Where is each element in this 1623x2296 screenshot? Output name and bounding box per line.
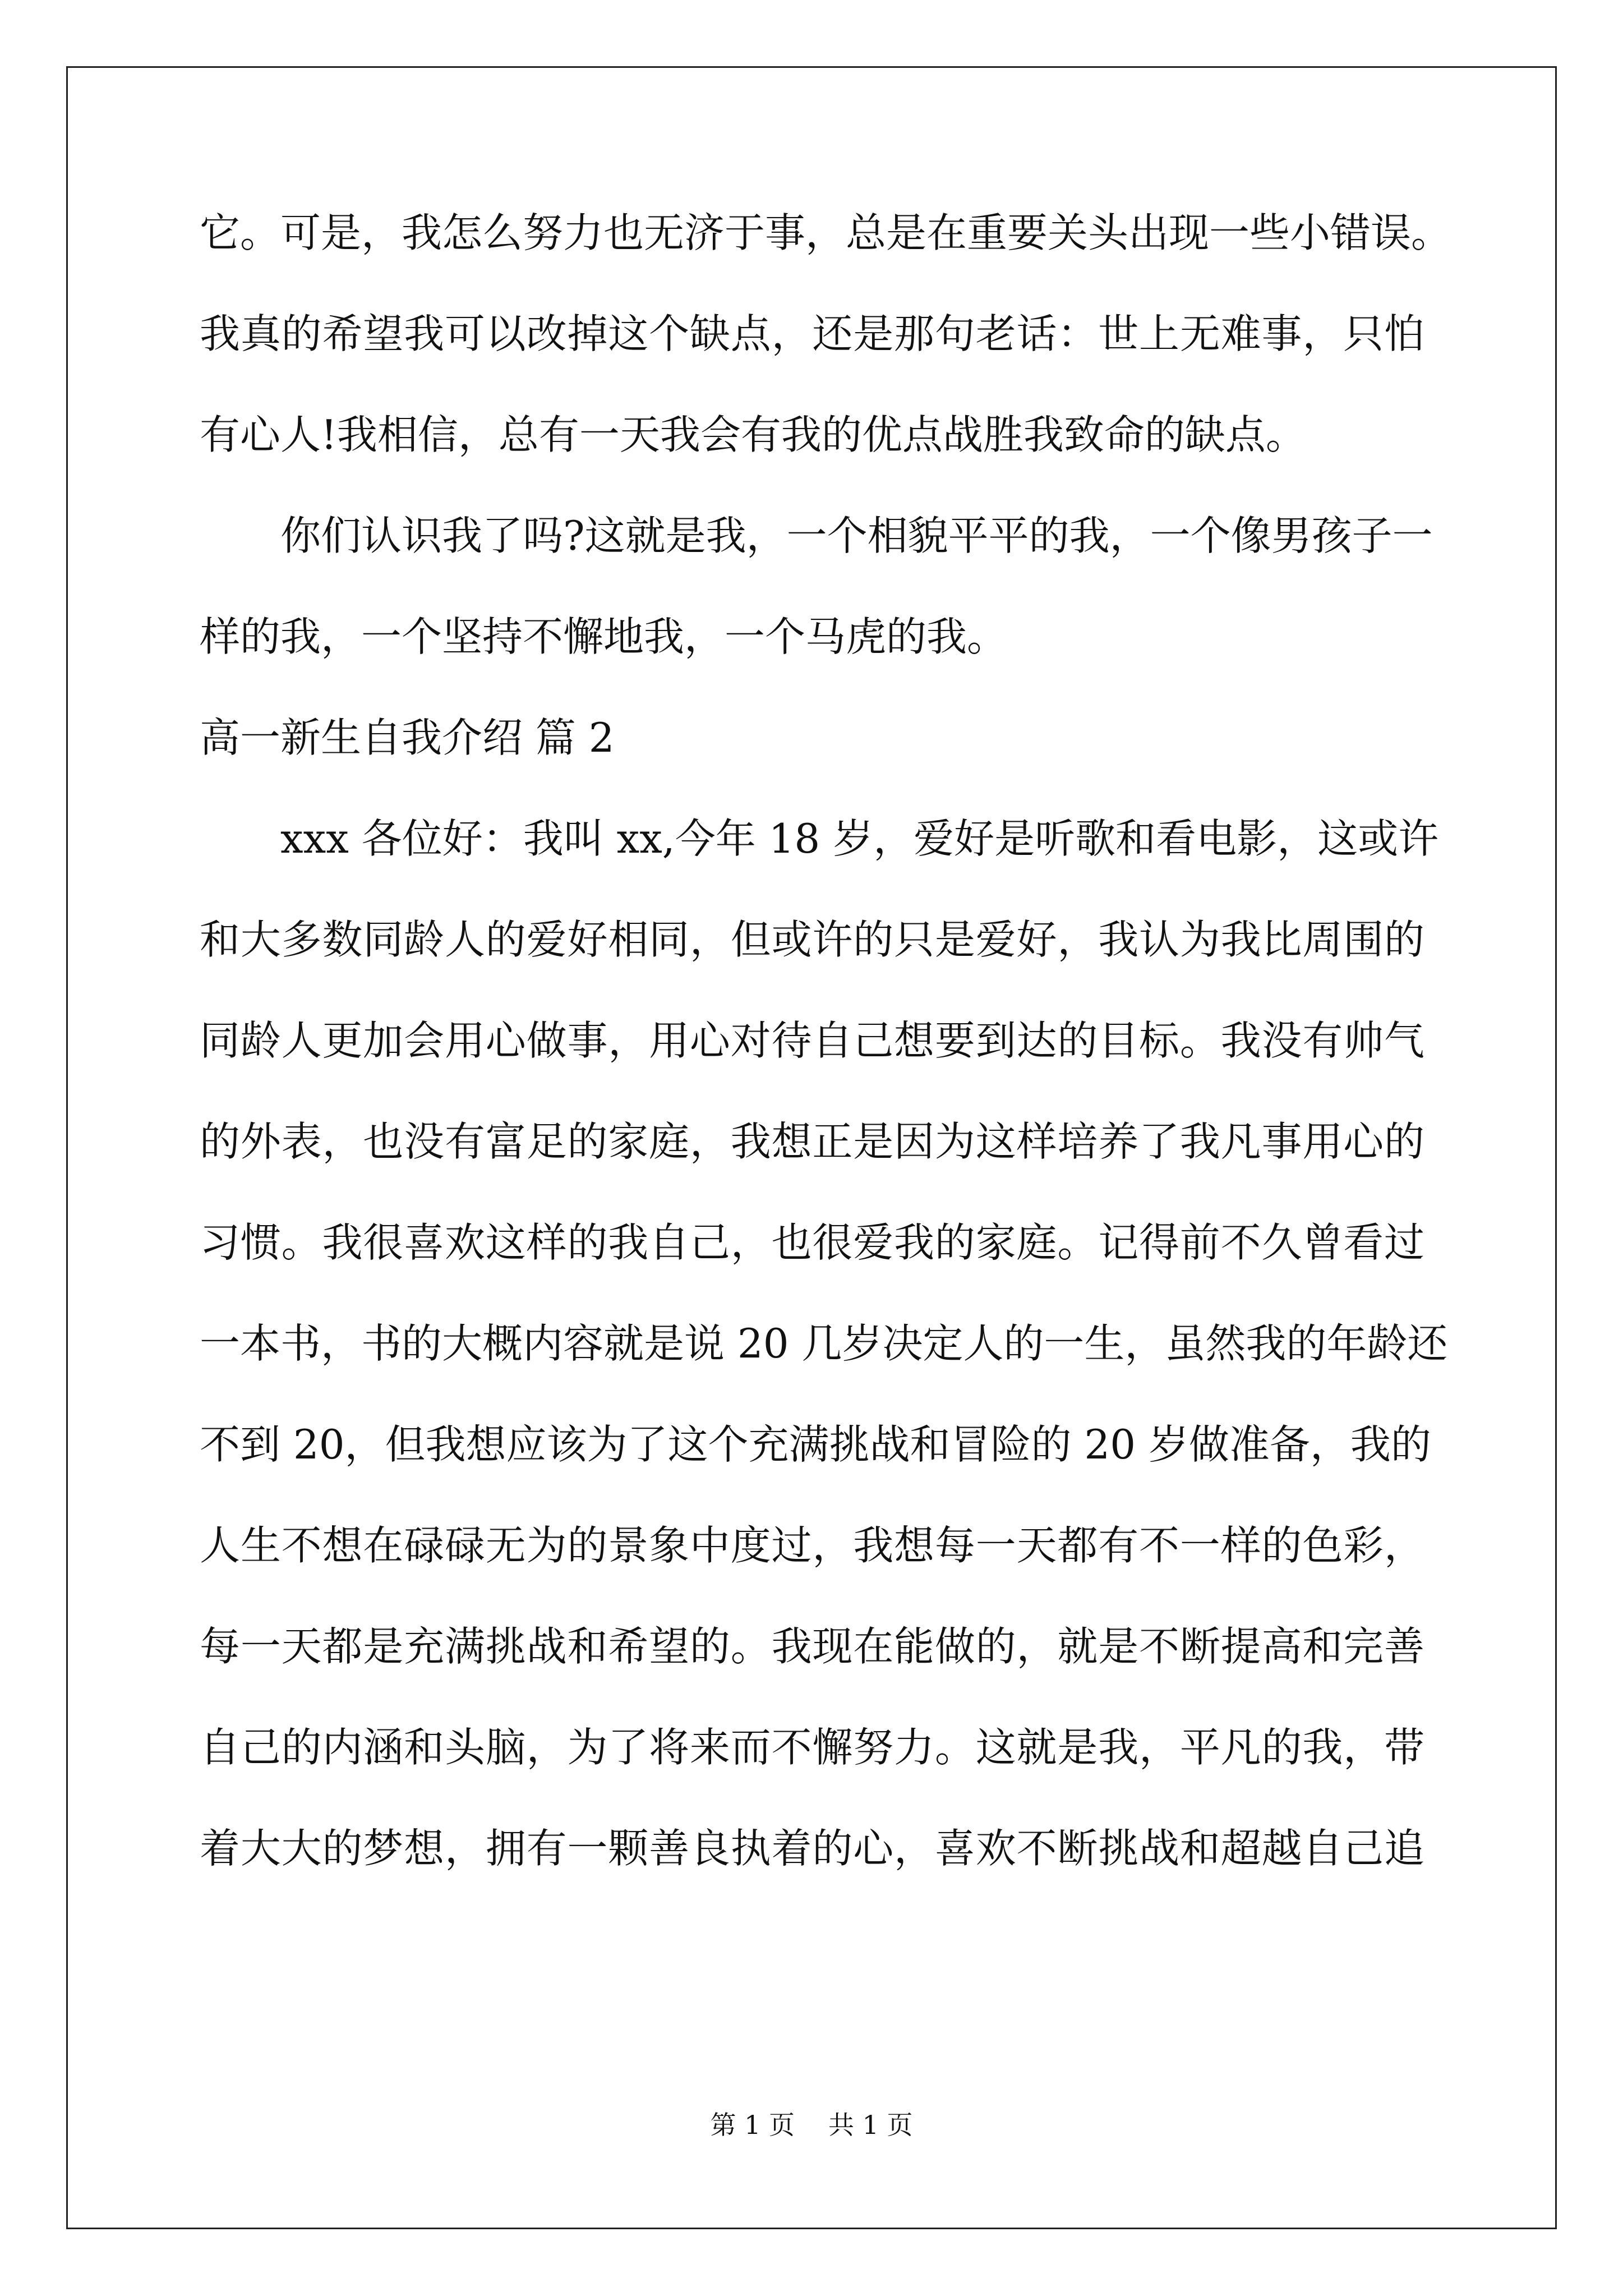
paragraph-first-line: xxx 各位好：我叫 xx,今年 18 岁，爱好是听歌和看电影，这或许 xyxy=(280,815,1439,862)
page-number-current: 第 1 页 xyxy=(710,2110,795,2140)
text-line: 的外表，也没有富足的家庭，我想正是因为这样培养了我凡事用心的 xyxy=(200,1118,1424,1165)
text-line: 人生不想在碌碌无为的景象中度过，我想每一天都有不一样的色彩， xyxy=(200,1522,1424,1569)
text-line: 自己的内涵和头脑，为了将来而不懈努力。这就是我，平凡的我，带 xyxy=(200,1724,1424,1771)
text-line: 它。可是，我怎么努力也无济于事，总是在重要关头出现一些小错误。 xyxy=(200,209,1452,256)
section-heading: 高一新生自我介绍 篇 2 xyxy=(200,714,615,761)
text-line: 着大大的梦想，拥有一颗善良执着的心，喜欢不断挑战和超越自己追 xyxy=(200,1825,1424,1872)
paragraph-first-line: 你们认识我了吗?这就是我，一个相貌平平的我，一个像男孩子一 xyxy=(280,512,1433,559)
text-line: 每一天都是充满挑战和希望的。我现在能做的，就是不断提高和完善 xyxy=(200,1623,1424,1670)
text-line: 和大多数同龄人的爱好相同，但或许的只是爱好，我认为我比周围的 xyxy=(200,916,1424,963)
text-line: 我真的希望我可以改掉这个缺点，还是那句老话：世上无难事，只怕 xyxy=(200,310,1424,357)
page-footer xyxy=(0,2108,1623,2142)
page-number-total: 共 1 页 xyxy=(828,2110,913,2140)
text-line: 一本书，书的大概内容就是说 20 几岁决定人的一生，虽然我的年龄还 xyxy=(200,1320,1448,1367)
text-line: 有心人!我相信，总有一天我会有我的优点战胜我致命的缺点。 xyxy=(200,411,1306,458)
text-line: 同龄人更加会用心做事，用心对待自己想要到达的目标。我没有帅气 xyxy=(200,1017,1424,1064)
text-line: 样的我，一个坚持不懈地我，一个马虎的我。 xyxy=(200,613,1008,660)
text-line: 不到 20，但我想应该为了这个充满挑战和冒险的 20 岁做准备，我的 xyxy=(200,1421,1431,1468)
text-line: 习惯。我很喜欢这样的我自己，也很爱我的家庭。记得前不久曾看过 xyxy=(200,1219,1424,1266)
